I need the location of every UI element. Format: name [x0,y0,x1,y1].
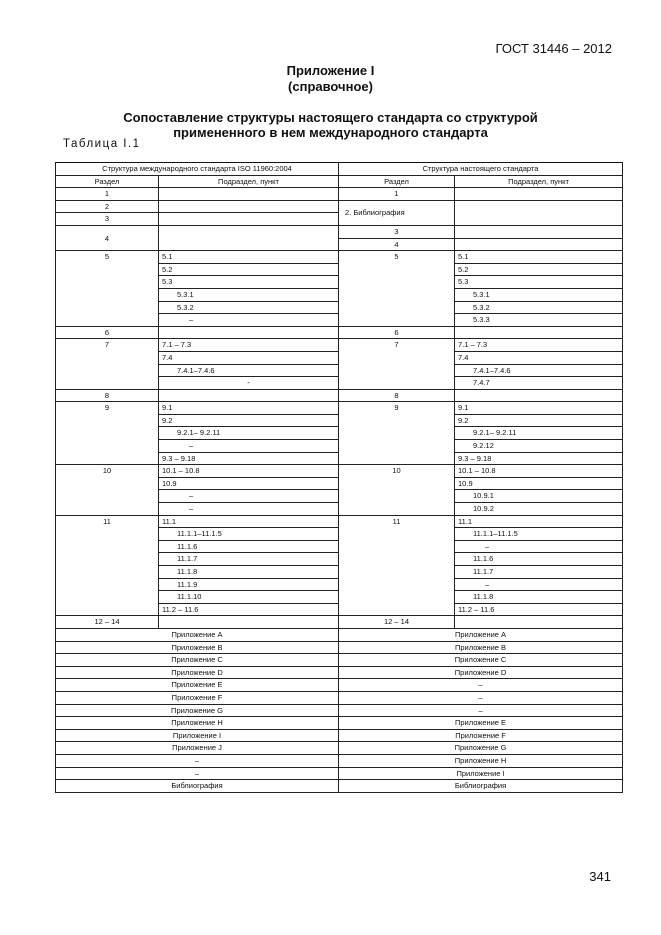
cell: 7 [56,339,159,389]
cell: - [159,377,339,390]
cell: 1 [56,188,159,201]
cell [159,225,339,250]
cell: 5.3.1 [159,288,339,301]
appendix-right: Приложение Е [339,717,623,730]
cell: 7.1 – 7.3 [159,339,339,352]
cell: 11.1.7 [455,566,623,579]
cell: 11.1 [455,515,623,528]
cell: 5 [339,251,455,327]
cell: 2. Библиография [339,200,455,225]
cell: 5.1 [455,251,623,264]
col-section-right: Раздел [339,175,455,188]
cell: 9 [56,402,159,465]
cell: – [159,440,339,453]
cell: 11.1.1–11.1.5 [455,528,623,541]
cell: – [159,314,339,327]
cell: 7.4.7 [455,377,623,390]
cell [159,200,339,213]
appendix-right: – [339,679,623,692]
appendix-right: Приложение G [339,742,623,755]
appendix-left: Приложение Н [56,717,339,730]
cell: 10 [56,465,159,515]
appendix-right: Приложение С [339,654,623,667]
cell: 9.2 [455,414,623,427]
cell: 5 [56,251,159,327]
header-national: Структура настоящего стандарта [339,163,623,176]
cell: 11.1.7 [159,553,339,566]
cell [159,326,339,339]
cell: 9.1 [159,402,339,415]
cell: 11.2 – 11.6 [159,603,339,616]
appendix-right: Приложение В [339,641,623,654]
cell [159,389,339,402]
cell: 9.3 – 9.18 [455,452,623,465]
cell [159,188,339,201]
cell [455,225,623,238]
cell [455,616,623,629]
cell: 5.3.1 [455,288,623,301]
cell: 7.1 – 7.3 [455,339,623,352]
cell: 9 [339,402,455,465]
heading-line-2: примененного в нем международного стандарта [173,125,488,140]
cell: 7.4.1–7.4.6 [159,364,339,377]
appendix-right: – [339,691,623,704]
heading-line-1: Сопоставление структуры настоящего стандарта со структурой [123,110,538,125]
cell: 3 [339,225,455,238]
cell: 9.2.12 [455,440,623,453]
cell: 10.1 – 10.8 [455,465,623,478]
cell [455,188,623,201]
cell: 8 [339,389,455,402]
appendix-left: Приложение F [56,691,339,704]
appendix-left: Приложение С [56,654,339,667]
cell: 4 [56,225,159,250]
standard-header: ГОСТ 31446 – 2012 [495,41,612,56]
cell: 9.2 [159,414,339,427]
cell: 7.4 [455,351,623,364]
cell: 10.9 [455,477,623,490]
cell: 9.2.1– 9.2.11 [455,427,623,440]
cell: 11.1.1–11.1.5 [159,528,339,541]
appendix-right: Приложение I [339,767,623,780]
table-label: Таблица I.1 [63,138,141,150]
cell: – [455,540,623,553]
cell: 11 [339,515,455,616]
cell: 11.1.8 [455,591,623,604]
cell: 11.1.10 [159,591,339,604]
cell: 12 – 14 [339,616,455,629]
cell: 8 [56,389,159,402]
cell: 6 [339,326,455,339]
comparison-table [55,162,623,793]
cell: 5.3.2 [455,301,623,314]
cell: 7.4 [159,351,339,364]
col-sub-right: Подраздел, пункт [455,175,623,188]
col-section-left: Раздел [56,175,159,188]
appendix-left: Приложение Е [56,679,339,692]
cell [455,238,623,251]
cell [455,326,623,339]
cell: 10.9.1 [455,490,623,503]
appendix-left: Приложение D [56,666,339,679]
cell: 1 [339,188,455,201]
cell: 5.3 [455,276,623,289]
appendix-left: Приложение I [56,729,339,742]
cell: 11.1.8 [159,566,339,579]
cell: 3 [56,213,159,226]
appendix-left: – [56,754,339,767]
cell [159,616,339,629]
cell: 7 [339,339,455,389]
col-sub-left: Подраздел, пункт [159,175,339,188]
cell: 11.1 [159,515,339,528]
cell: 5.3.2 [159,301,339,314]
cell: 4 [339,238,455,251]
header-international: Структура международного стандарта ISO 11960:2004 [56,163,339,176]
cell: 10.9.2 [455,503,623,516]
appendix-right: Приложение F [339,729,623,742]
cell: 11.1.9 [159,578,339,591]
appendix-right: Приложение D [339,666,623,679]
cell: 12 – 14 [56,616,159,629]
cell: 5.1 [159,251,339,264]
appendix-left: – [56,767,339,780]
cell: 5.2 [159,263,339,276]
cell: – [159,503,339,516]
cell [455,200,623,225]
cell: 5.3 [159,276,339,289]
cell: 10.9 [159,477,339,490]
cell: 11.2 – 11.6 [455,603,623,616]
cell [159,213,339,226]
cell: 11.1.6 [455,553,623,566]
cell: 5.2 [455,263,623,276]
cell: 2 [56,200,159,213]
cell: 6 [56,326,159,339]
cell: 9.2.1– 9.2.11 [159,427,339,440]
appendix-right: – [339,704,623,717]
appendix-left: Приложение J [56,742,339,755]
cell: 11 [56,515,159,616]
appendix-right: Приложение А [339,628,623,641]
appendix-left: Приложение В [56,641,339,654]
appendix-subtitle: (справочное) [288,79,373,94]
cell: – [159,490,339,503]
cell [455,389,623,402]
cell: 5.3.3 [455,314,623,327]
appendix-right: Приложение Н [339,754,623,767]
cell: 11.1.6 [159,540,339,553]
appendix-left: Приложение А [56,628,339,641]
cell: 9.3 – 9.18 [159,452,339,465]
cell: 7.4.1–7.4.6 [455,364,623,377]
cell: 10.1 – 10.8 [159,465,339,478]
bibliography-right: Библиография [339,780,623,793]
page-number: 341 [589,869,611,884]
cell: – [455,578,623,591]
appendix-left: Приложение G [56,704,339,717]
cell: 10 [339,465,455,515]
appendix-title: Приложение I [286,63,375,78]
bibliography-left: Библиография [56,780,339,793]
cell: 9.1 [455,402,623,415]
